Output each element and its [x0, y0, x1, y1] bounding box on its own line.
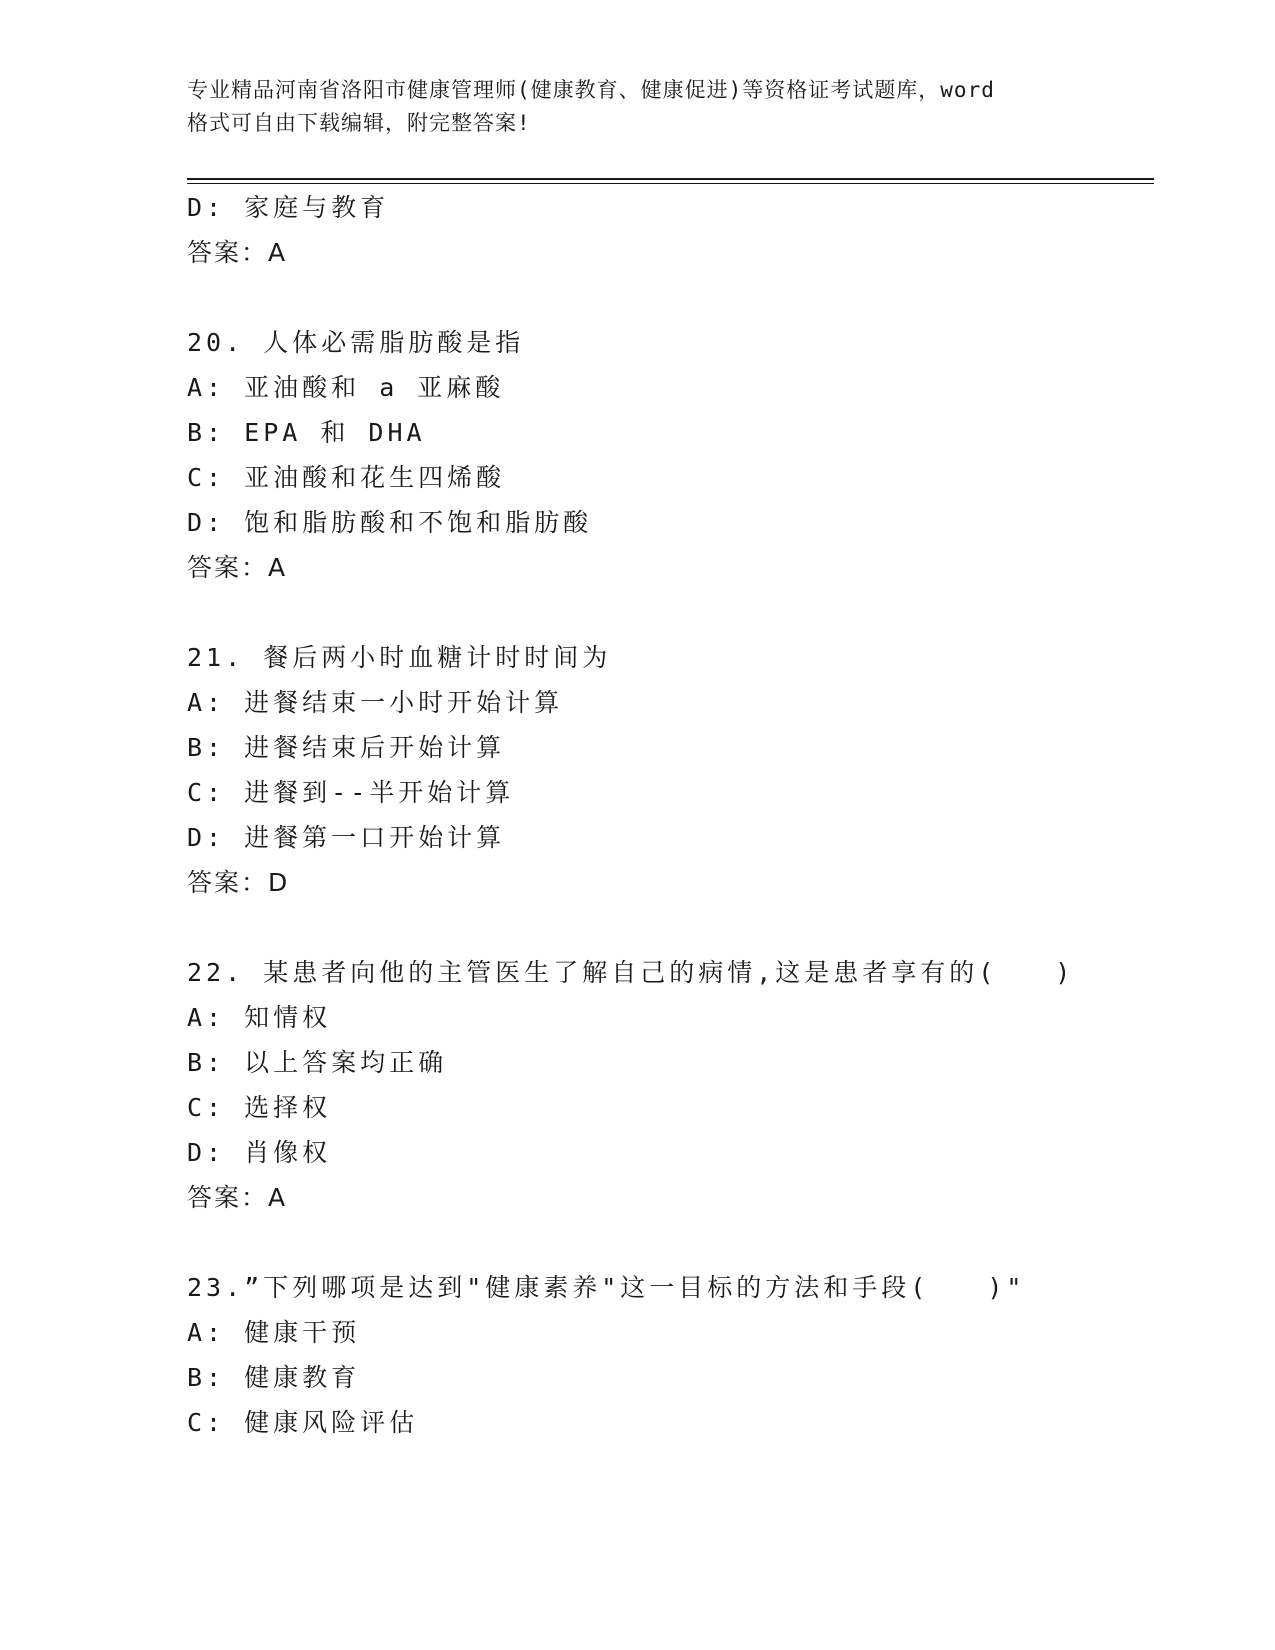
q22-option-a: A: 知情权 [187, 1003, 332, 1032]
q23-option-a: A: 健康干预 [187, 1318, 361, 1347]
q20-option-d: D: 饱和脂肪酸和不饱和脂肪酸 [187, 508, 593, 537]
header-line-2: 格式可自由下载编辑，附完整答案! [187, 111, 531, 135]
header-divider-thick [187, 178, 1154, 180]
q20-option-b: B: EPA 和 DHA [187, 418, 426, 447]
q23-question: 23.”下列哪项是达到"健康素养"这一目标的方法和手段( )" [187, 1273, 1026, 1302]
q20-option-a: A: 亚油酸和 a 亚麻酸 [187, 373, 505, 402]
q23-option-b: B: 健康教育 [187, 1363, 361, 1392]
q22-answer: 答案：A [187, 1183, 288, 1212]
prev-option-d: D: 家庭与教育 [187, 193, 390, 222]
q21-option-b: B: 进餐结束后开始计算 [187, 733, 506, 762]
q21-answer: 答案：D [187, 868, 290, 897]
q22-option-d: D: 肖像权 [187, 1138, 332, 1167]
q21-option-a: A: 进餐结束一小时开始计算 [187, 688, 564, 717]
q22-option-c: C: 选择权 [187, 1093, 332, 1122]
header-divider-thin [187, 183, 1154, 184]
q20-answer: 答案：A [187, 553, 288, 582]
q23-option-c: C: 健康风险评估 [187, 1408, 419, 1437]
document-header [187, 74, 1087, 140]
q21-option-c: C: 进餐到--半开始计算 [187, 778, 515, 807]
header-line-1: 专业精品河南省洛阳市健康管理师(健康教育、健康促进)等资格证考试题库，word [187, 78, 995, 102]
q20-question: 20. 人体必需脂肪酸是指 [187, 328, 525, 357]
q20-option-c: C: 亚油酸和花生四烯酸 [187, 463, 506, 492]
prev-answer: 答案：A [187, 238, 288, 267]
q21-question: 21. 餐后两小时血糖计时时间为 [187, 643, 612, 672]
q22-question: 22. 某患者向他的主管医生了解自己的病情,这是患者享有的( ) [187, 958, 1075, 987]
q22-option-b: B: 以上答案均正确 [187, 1048, 448, 1077]
q21-option-d: D: 进餐第一口开始计算 [187, 823, 506, 852]
